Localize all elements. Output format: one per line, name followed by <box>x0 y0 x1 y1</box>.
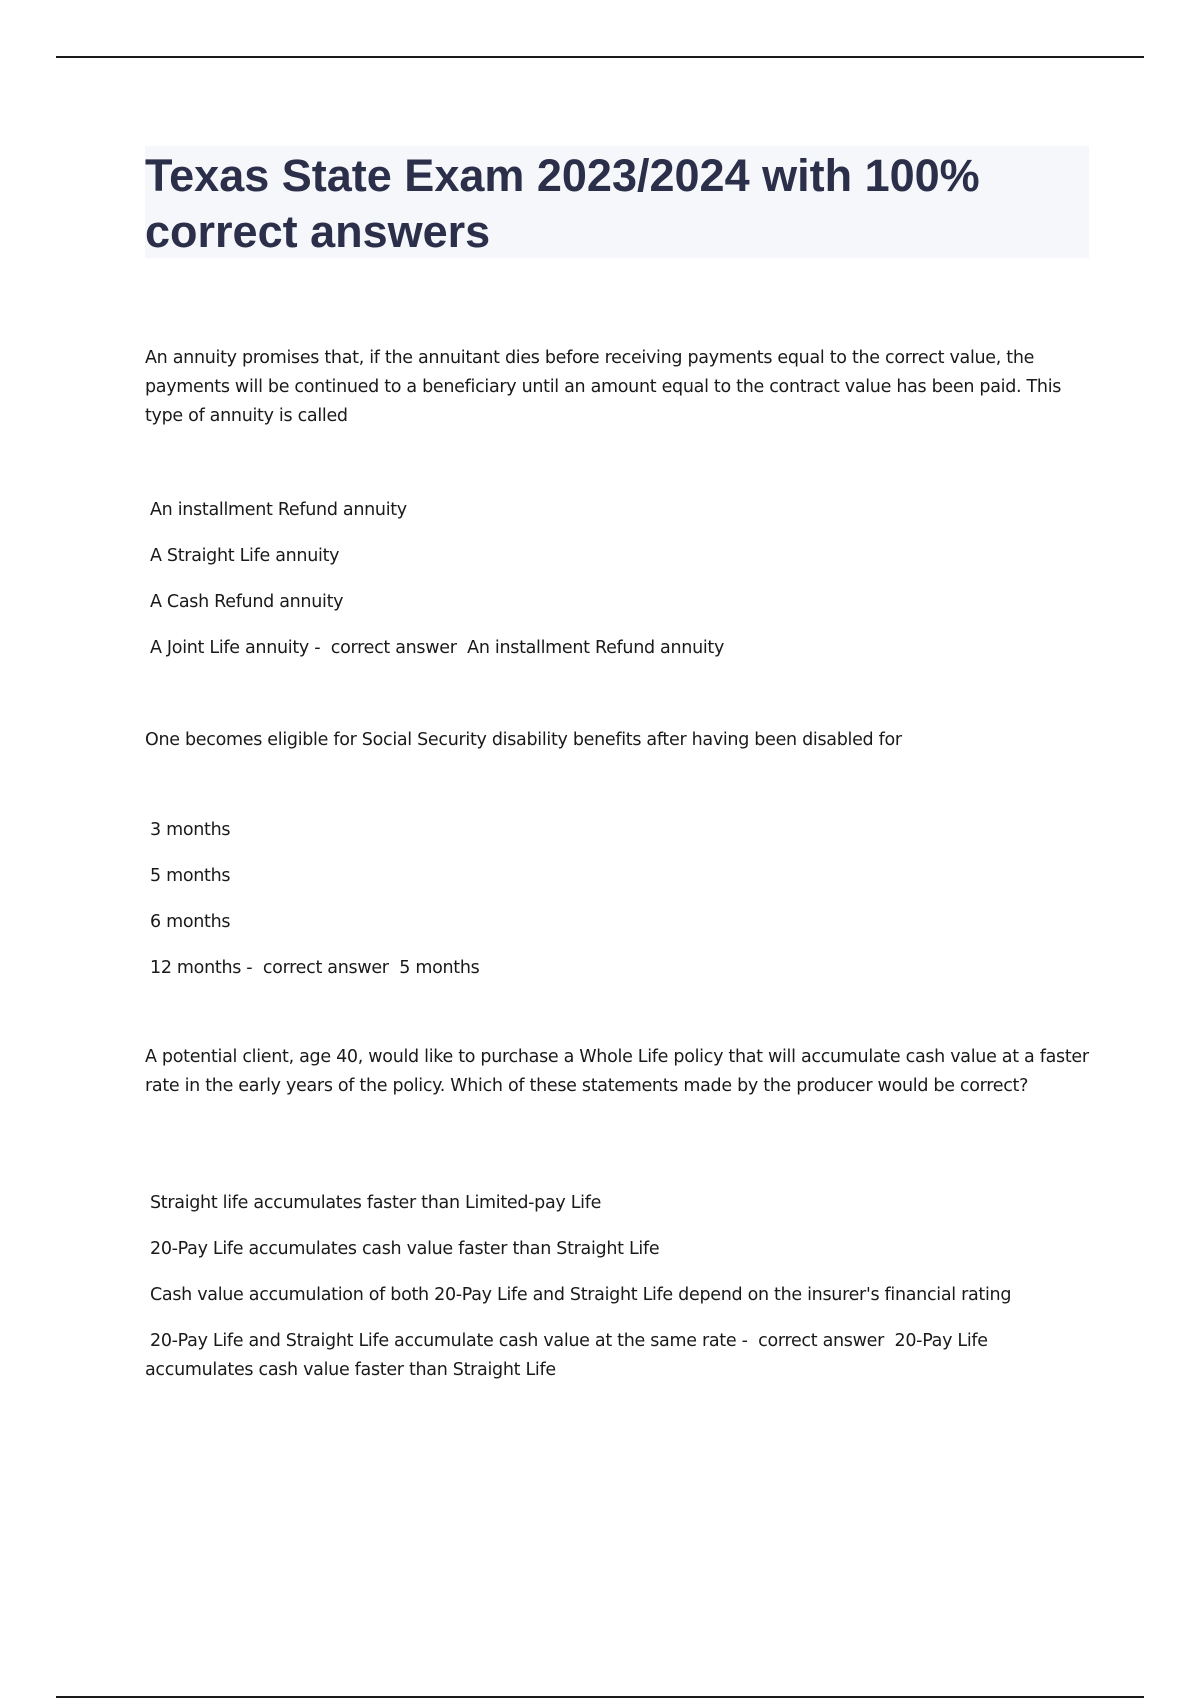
question-1-options <box>145 496 724 680</box>
question-2-options <box>145 816 479 1000</box>
document-title: Texas State Exam 2023/2024 with 100% correct answers <box>145 150 980 257</box>
question-1-answer: An installment Refund annuity <box>467 638 725 658</box>
question-2-option-3: 6 months <box>150 912 231 932</box>
bottom-rule <box>56 1696 1144 1698</box>
question-3-text: A potential client, age 40, would like to purchase a Whole Life policy that will accumulate cash value at a faster rate in the early years of the policy. Which of these statements made by the producer would be correct? <box>145 1047 1089 1096</box>
question-1-answer-label: correct answer <box>330 638 457 658</box>
question-3-option-3: Cash value accumulation of both 20-Pay Life and Straight Life depend on the insurer's financial rating <box>150 1285 1012 1305</box>
top-rule <box>56 56 1144 58</box>
question-3-options <box>145 1189 1095 1385</box>
question-3-option-4-text: 20-Pay Life and Straight Life accumulate cash value at the same rate <box>150 1331 737 1351</box>
question-2-option-2: 5 months <box>150 866 231 886</box>
question-1-text: An annuity promises that, if the annuitant dies before receiving payments equal to the correct value, the payments will be continued to a beneficiary until an amount equal to the contract value has been paid. This type of annuity is called <box>145 348 1062 426</box>
question-3-option-1: Straight life accumulates faster than Limited-pay Life <box>150 1193 602 1213</box>
question-1-option-4: A Joint Life annuity - correct answer An installment Refund annuity <box>150 638 725 658</box>
question-1-option-2: A Straight Life annuity <box>150 546 340 566</box>
question-1-option-3: A Cash Refund annuity <box>150 592 344 612</box>
question-3-option-2: 20-Pay Life accumulates cash value faster than Straight Life <box>150 1239 660 1259</box>
question-2-option-1: 3 months <box>150 820 231 840</box>
title-banner <box>145 146 1089 258</box>
question-1-option-1: An installment Refund annuity <box>150 500 407 520</box>
question-3-answer: 20-Pay Life accumulates cash value faster than Straight Life <box>145 1331 988 1380</box>
question-2-answer: 5 months <box>399 958 480 978</box>
question-2-option-4-text: 12 months <box>150 958 242 978</box>
question-3-answer-label: correct answer <box>758 1331 884 1351</box>
question-1-option-4-text: A Joint Life annuity <box>150 638 309 658</box>
question-2-option-4: 12 months - correct answer 5 months <box>150 958 480 978</box>
question-2-text: One becomes eligible for Social Security disability benefits after having been disabled for <box>145 730 902 750</box>
question-3-option-4: 20-Pay Life and Straight Life accumulate cash value at the same rate - correct answer 20-Pay Life accumulates cash value faster than Straight Life <box>145 1331 988 1380</box>
question-2-answer-label: correct answer <box>262 958 389 978</box>
